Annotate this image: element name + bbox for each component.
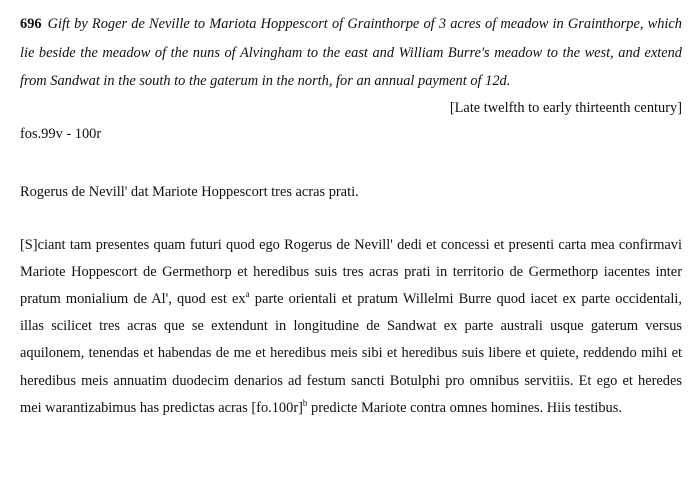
- charter-text-part-2: parte orientali et pratum Willelmi Burre quod iacet ex parte occidentali, illas scilicet tres acras que se extendunt in longitudine de Sandwat ex parte australi usque gaterum versus aquilonem, tenendas et habendas de me et heredibus meis sibi et heredibus suis libere et quiete, reddendo mihi et heredibus meis annuatim duodecim denarios ad festum sancti Botulphi pro omnibus servitiis. Et ego et heredes mei warantizabimus has predictas acras [fo.100r]: [20, 290, 683, 416]
- charter-text-part-1: [S]ciant tam presentes quam futuri quod ego Rogerus de Nevill' dedi et concessi et presenti carta mea confirmavi Mariote Hoppescort de Germethorp et heredibus suis tres acras prati in territorio de Germethorp iacentes inter pratum monialium de Al', quod est ex: [20, 236, 682, 307]
- footnote-marker-b: b: [302, 397, 308, 408]
- charter-rubric: Rogerus de Nevill' dat Mariote Hoppescort tres acras prati.: [20, 183, 359, 200]
- entry-summary: Gift by Roger de Neville to Mariota Hoppescort of Grainthorpe of 3 acres of meadow in Grainthorpe, which lie beside the meadow of the nuns of Alvingham to the east and William Burre's meadow to the west, and extend from Sandwat in the south to the gaterum in the north, for an annual payment of 12d.: [20, 16, 682, 89]
- footnote-marker-a: a: [245, 289, 250, 300]
- entry-number: 696: [20, 16, 42, 32]
- charter-text-part-3: predicte Mariote contra omnes homines. Hiis testibus.: [307, 399, 622, 416]
- folio-reference: fos.99v - 100r: [20, 125, 102, 142]
- charter-text: [20, 232, 682, 422]
- entry-dating: [Late twelfth to early thirteenth century]: [449, 99, 682, 116]
- entry-heading: [20, 10, 682, 96]
- document-page: [20, 10, 682, 422]
